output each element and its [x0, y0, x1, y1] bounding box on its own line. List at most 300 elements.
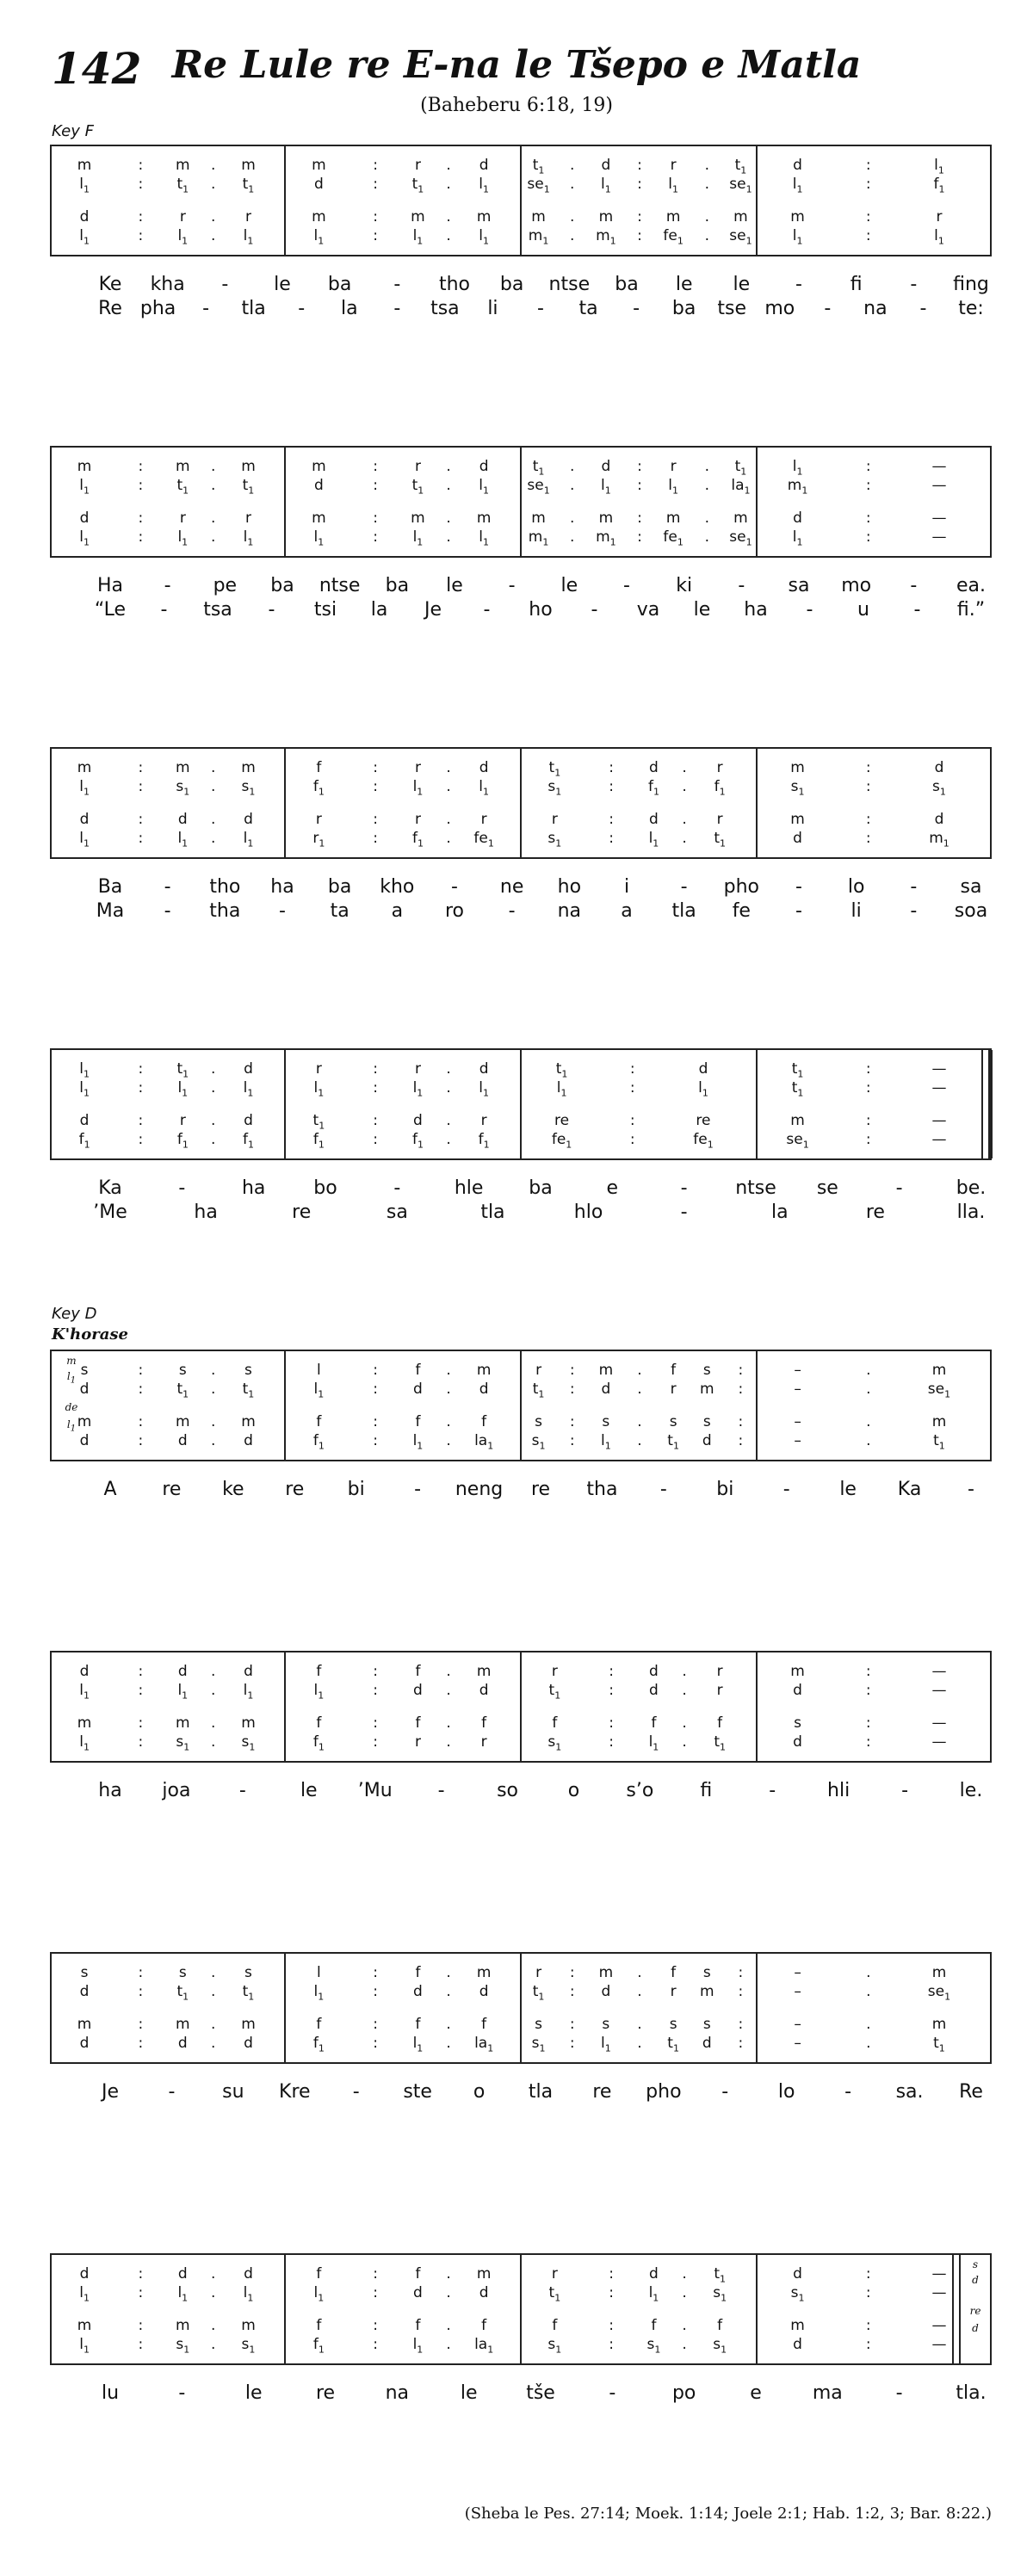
solfa-row	[52, 1131, 990, 1151]
lyric-syllable: tsa	[203, 599, 232, 621]
solfa-note: —	[931, 528, 947, 546]
solfa-note: $l_1$	[698, 1079, 708, 1099]
solfa-note: :	[865, 208, 871, 225]
solfa-row	[52, 1682, 990, 1702]
solfa-note: .	[637, 1381, 642, 1398]
lyric-hyphen: -	[268, 599, 275, 621]
solfa-note: $fe_1$	[693, 1131, 714, 1151]
solfa-note: $s_1$	[176, 2336, 190, 2356]
solfa-note: $l_1$	[479, 1079, 490, 1099]
solfa-note: f	[552, 2317, 558, 2334]
lyric-line	[50, 2081, 992, 2103]
solfa-note: :	[373, 510, 378, 527]
solfa-row	[52, 1733, 990, 1751]
solfa-note: :	[138, 2317, 144, 2334]
lyric-syllable: Je	[424, 599, 442, 621]
solfa-note: re	[554, 1112, 570, 1129]
solfa-note: :	[609, 1733, 614, 1751]
solfa-note: m	[598, 510, 614, 527]
solfa-note: :	[637, 227, 642, 244]
solfa-note: m	[241, 2317, 256, 2334]
solfa-note: .	[704, 528, 709, 546]
solfa-note: —	[931, 2284, 947, 2301]
lyric-syllable: mo	[841, 575, 872, 596]
solfa-note: r	[414, 1060, 421, 1078]
solfa-note: $l_1$	[648, 830, 659, 849]
solfa-note: $t_1$	[242, 176, 255, 195]
lyric-line	[50, 575, 992, 597]
solfa-note: r	[670, 1381, 677, 1398]
staff-system	[50, 446, 992, 558]
solfa-note: :	[138, 1362, 144, 1379]
lyric-syllable: le	[560, 575, 578, 596]
solfa-note: m	[241, 1413, 256, 1430]
lyric-syllable: ki	[676, 575, 693, 596]
solfa-note: .	[446, 1964, 451, 1981]
lyric-syllable: e	[606, 1177, 619, 1199]
lyric-syllable: Kre	[279, 2081, 311, 2103]
solfa-note: —	[931, 1682, 947, 1699]
lyric-syllable: Re	[959, 2081, 983, 2103]
solfa-note: .	[866, 2016, 871, 2033]
solfa-note: d	[177, 1663, 188, 1680]
solfa-note: :	[865, 759, 871, 776]
solfa-note: :	[373, 1381, 378, 1398]
solfa-note: .	[210, 1964, 216, 1981]
solfa-note: $l_1$	[79, 227, 90, 247]
solfa-note: r	[716, 811, 723, 828]
solfa-row	[52, 811, 990, 828]
solfa-note: :	[569, 1432, 575, 1449]
solfa-note: $s_1$	[547, 1733, 562, 1753]
solfa-note: f	[651, 1714, 657, 1732]
solfa-note: s	[244, 1362, 252, 1379]
solfa-note: d	[413, 1682, 423, 1699]
solfa-note: $f_1$	[312, 1131, 325, 1151]
solfa-note: r	[414, 1733, 421, 1751]
solfa-note: $m_1$	[528, 227, 549, 247]
scripture-reference: (Baheberu 6:18, 19)	[420, 95, 613, 116]
lyric-syllable: re	[865, 1202, 885, 1223]
solfa-note: s	[80, 1964, 89, 1981]
lyric-hyphen: -	[352, 2081, 360, 2103]
lyric-syllable: va	[636, 599, 660, 621]
lyric-syllable: re	[530, 1479, 551, 1500]
solfa-note: :	[138, 1112, 144, 1129]
solfa-note: :	[609, 1714, 614, 1732]
solfa-note: d	[244, 2035, 253, 2052]
lyric-syllable: fi	[700, 1780, 713, 1801]
solfa-note: :	[138, 830, 144, 847]
solfa-note: $la_1$	[474, 2035, 494, 2054]
solfa-note: f	[316, 2265, 322, 2283]
solfa-note: :	[569, 2016, 575, 2033]
lyric-syllable: le	[733, 274, 751, 295]
solfa-note: $se_1$	[729, 227, 752, 247]
lyric-hyphen: -	[680, 876, 688, 898]
solfa-note: .	[210, 528, 216, 546]
solfa-note: m	[77, 157, 92, 174]
solfa-note: :	[373, 811, 378, 828]
solfa-note: m	[531, 208, 546, 225]
solfa-note: $l_1$	[600, 1432, 611, 1452]
lyric-line	[50, 1479, 992, 1501]
solfa-row	[52, 510, 990, 527]
solfa-note: $t_1$	[176, 176, 189, 195]
solfa-note: .	[446, 458, 451, 475]
solfa-note: :	[865, 2265, 871, 2283]
solfa-note: s	[602, 1413, 610, 1430]
lyric-syllable: ba	[615, 274, 639, 295]
solfa-note: .	[210, 458, 216, 475]
solfa-note: $t_1$	[791, 1079, 804, 1099]
lyric-syllable: tho	[438, 274, 471, 295]
solfa-note: .	[210, 1381, 216, 1398]
solfa-note: r	[414, 157, 421, 174]
lyric-hyphen: -	[919, 298, 927, 319]
solfa-note: m	[931, 1964, 947, 1981]
solfa-note: $l_1$	[412, 1432, 424, 1452]
solfa-note: $l_1$	[479, 778, 490, 798]
solfa-note: :	[373, 1663, 378, 1680]
solfa-note: –	[794, 1983, 801, 2000]
solfa-note: :	[738, 1983, 744, 2000]
solfa-note: s	[702, 2016, 711, 2033]
solfa-note: s	[702, 1413, 711, 1430]
solfa-note: $t_1$	[667, 2035, 679, 2054]
lyric-syllable: hlo	[573, 1202, 603, 1223]
solfa-note: :	[138, 1060, 144, 1078]
solfa-note: $l_1$	[177, 1079, 189, 1099]
solfa-note: r	[244, 208, 251, 225]
solfa-note: $se_1$	[927, 1983, 951, 2003]
lyric-syllable: bi	[347, 1479, 365, 1500]
solfa-note: l	[316, 1964, 321, 1981]
lyric-hyphen: -	[680, 1202, 688, 1223]
solfa-note: .	[210, 477, 216, 494]
lyric-hyphen: -	[414, 1479, 422, 1500]
lyric-syllable: a	[391, 900, 404, 922]
lyric-syllable: tla	[480, 1202, 505, 1223]
solfa-note: .	[866, 2035, 871, 2052]
lyric-syllable: li	[851, 900, 862, 922]
lyric-syllable: le	[460, 2382, 478, 2404]
solfa-note: :	[609, 830, 614, 847]
solfa-note: :	[138, 2016, 144, 2033]
solfa-note: s	[702, 1964, 711, 1981]
lyric-hyphen: -	[895, 2382, 903, 2404]
lyric-syllable: Ke	[98, 274, 122, 295]
solfa-row	[52, 458, 990, 478]
lyric-syllable: na	[385, 2382, 410, 2404]
solfa-row	[52, 1983, 990, 2003]
solfa-note: :	[138, 528, 144, 546]
solfa-note: m	[790, 1112, 805, 1129]
lyric-syllable: sa	[960, 876, 982, 898]
solfa-note: r	[480, 1733, 487, 1751]
solfa-note: r	[551, 2265, 558, 2283]
lyric-syllable: te:	[958, 298, 984, 319]
solfa-note: $f_1$	[176, 1131, 189, 1151]
solfa-note: d	[79, 2035, 90, 2052]
solfa-note: d	[601, 458, 611, 475]
lyric-syllable: e	[750, 2382, 762, 2404]
solfa-note: .	[210, 227, 216, 244]
solfa-note: :	[138, 811, 144, 828]
solfa-note: d	[479, 1060, 489, 1078]
solfa-note: $l_1$	[243, 1079, 254, 1099]
solfa-note: :	[138, 2265, 144, 2283]
solfa-note: $t_1$	[734, 458, 747, 478]
solfa-note: :	[373, 2265, 378, 2283]
solfa-note: d	[793, 1733, 802, 1751]
lyric-hyphen: -	[806, 599, 813, 621]
solfa-note: :	[373, 477, 378, 494]
lyric-syllable: Ma	[96, 900, 125, 922]
solfa-note: :	[373, 208, 378, 225]
solfa-note: d	[793, 510, 802, 527]
lyric-line	[50, 1780, 992, 1802]
solfa-note: .	[704, 157, 709, 174]
solfa-note: .	[446, 176, 451, 193]
solfa-note: –	[794, 1381, 801, 1398]
solfa-note: $t_1$	[548, 2284, 561, 2304]
solfa-note: f	[481, 2016, 487, 2033]
solfa-note: $s_1$	[713, 2336, 727, 2356]
lyric-syllable: re	[315, 2382, 336, 2404]
solfa-note: $l_1$	[600, 477, 611, 497]
solfa-note: $t_1$	[176, 1983, 189, 2003]
solfa-note: .	[570, 176, 575, 193]
lyric-line	[50, 599, 992, 621]
lyric-syllable: tla.	[956, 2382, 987, 2404]
solfa-note: $l_1$	[648, 1733, 659, 1753]
lyric-line	[50, 1202, 992, 1224]
hymn-number: 142	[52, 43, 142, 94]
solfa-note: $l_1$	[792, 176, 803, 195]
solfa-note: r	[535, 1964, 542, 1981]
solfa-note: m	[476, 1663, 492, 1680]
lyric-syllable: ha	[241, 1177, 266, 1199]
solfa-note: :	[569, 1964, 575, 1981]
lyric-hyphen: -	[623, 575, 630, 596]
lyric-hyphen: -	[393, 298, 401, 319]
lyric-syllable: Ka	[897, 1479, 922, 1500]
lyric-syllable: na	[863, 298, 888, 319]
solfa-note: $t_1$	[242, 1381, 255, 1400]
solfa-note: .	[210, 157, 216, 174]
solfa-note: m	[176, 2317, 190, 2334]
lyric-hyphen: -	[279, 900, 286, 922]
solfa-note: :	[865, 510, 871, 527]
lyric-syllable: lu	[101, 2382, 120, 2404]
solfa-note: $l_1$	[479, 176, 490, 195]
solfa-note: $l_1$	[600, 176, 611, 195]
solfa-note: $se_1$	[729, 176, 752, 195]
solfa-note: —	[931, 1060, 947, 1078]
lyric-syllable: fing	[953, 274, 989, 295]
solfa-note: :	[865, 1112, 871, 1129]
solfa-note: $t_1$	[667, 1432, 679, 1452]
solfa-note: r	[179, 208, 186, 225]
solfa-note: .	[704, 510, 709, 527]
solfa-note: .	[446, 208, 451, 225]
solfa-note: .	[570, 510, 575, 527]
solfa-note: $l_1$	[792, 458, 803, 478]
solfa-note: $s_1$	[176, 778, 190, 798]
key-label-f: Key F	[52, 122, 94, 140]
lyric-hyphen: -	[795, 876, 802, 898]
solfa-note: .	[446, 1413, 451, 1430]
solfa-note: :	[373, 1131, 378, 1148]
solfa-note: d	[649, 811, 659, 828]
solfa-note: f	[415, 1663, 421, 1680]
lyric-syllable: i	[623, 876, 630, 898]
solfa-note: .	[446, 1714, 451, 1732]
solfa-note: :	[738, 1413, 744, 1430]
solfa-note: $l_1$	[479, 528, 490, 548]
solfa-note: :	[373, 2284, 378, 2301]
solfa-note: m	[312, 458, 326, 475]
lyric-syllable: le	[300, 1780, 318, 1801]
solfa-note: :	[609, 2265, 614, 2283]
solfa-note: $l_1$	[79, 2336, 90, 2356]
solfa-note: .	[682, 1714, 687, 1732]
solfa-note: $f_1$	[78, 1131, 90, 1151]
solfa-note: d	[601, 1983, 611, 2000]
solfa-note: $l_1$	[668, 176, 678, 195]
lyric-hyphen: -	[238, 1780, 246, 1801]
lyric-hyphen: -	[393, 1177, 401, 1199]
solfa-note: m	[411, 208, 425, 225]
voice-part-marker: $l_1$	[66, 1370, 77, 1386]
solfa-note: $f_1$	[478, 1131, 490, 1151]
solfa-note: :	[738, 1432, 744, 1449]
solfa-note: .	[866, 1964, 871, 1981]
solfa-note: $l_1$	[412, 528, 424, 548]
solfa-note: d	[413, 1983, 423, 2000]
solfa-note: $l_1$	[79, 830, 90, 849]
solfa-note: s	[244, 1964, 252, 1981]
solfa-note: f	[671, 1964, 677, 1981]
solfa-note: –	[794, 2016, 801, 2033]
solfa-note: m	[176, 759, 190, 776]
solfa-note: .	[446, 830, 451, 847]
lyric-syllable: A	[103, 1479, 117, 1500]
solfa-note: :	[373, 759, 378, 776]
lyric-hyphen: -	[537, 298, 544, 319]
lyric-syllable: kha	[150, 274, 185, 295]
solfa-note: :	[865, 2284, 871, 2301]
lyric-hyphen: -	[168, 2081, 176, 2103]
solfa-note: $s_1$	[547, 2336, 562, 2356]
lyric-syllable: tsi	[313, 599, 337, 621]
solfa-note: $f_1$	[312, 2035, 325, 2054]
solfa-note: :	[609, 1663, 614, 1680]
solfa-note: d	[649, 2265, 659, 2283]
solfa-note: $t_1$	[242, 477, 255, 497]
lyric-syllable: “Le	[94, 599, 127, 621]
lyric-hyphen: -	[221, 274, 229, 295]
solfa-row	[52, 1060, 990, 1078]
voice-part-marker: d	[972, 2322, 979, 2334]
solfa-note: $r_1$	[312, 830, 325, 849]
voice-part-marker: m	[66, 1355, 77, 1367]
solfa-note: f	[415, 2265, 421, 2283]
lyric-syllable: o	[567, 1780, 580, 1801]
solfa-row	[52, 2317, 990, 2334]
solfa-note: f	[415, 1964, 421, 1981]
solfa-note: f	[316, 1413, 322, 1430]
solfa-note: :	[373, 2016, 378, 2033]
solfa-note: $l_1$	[243, 227, 254, 247]
lyric-syllable: ntse	[548, 274, 591, 295]
solfa-note: $l_1$	[479, 227, 490, 247]
solfa-note: $l_1$	[792, 227, 803, 247]
lyric-syllable: ste	[403, 2081, 432, 2103]
lyric-hyphen: -	[164, 876, 171, 898]
solfa-note: $f_1$	[312, 778, 325, 798]
solfa-note: m	[176, 458, 190, 475]
solfa-note: —	[931, 458, 947, 475]
solfa-note: :	[373, 227, 378, 244]
solfa-note: $se_1$	[786, 1131, 809, 1151]
lyric-syllable: ntse	[735, 1177, 776, 1199]
solfa-note: .	[210, 1714, 216, 1732]
solfa-note: $t_1$	[548, 1682, 561, 1702]
lyric-syllable: fi.”	[956, 599, 986, 621]
solfa-note: :	[629, 1079, 635, 1096]
solfa-note: .	[866, 1381, 871, 1398]
solfa-note: —	[931, 510, 947, 527]
solfa-note: :	[138, 477, 144, 494]
solfa-note: $t_1$	[714, 830, 726, 849]
solfa-note: .	[570, 458, 575, 475]
solfa-note: m	[176, 1714, 190, 1732]
lyric-hyphen: -	[721, 2081, 729, 2103]
solfa-note: .	[682, 2336, 687, 2353]
solfa-note: d	[479, 1381, 489, 1398]
solfa-note: .	[446, 2016, 451, 2033]
solfa-note: .	[682, 778, 687, 795]
solfa-note: :	[373, 1060, 378, 1078]
lyric-hyphen: -	[483, 599, 491, 621]
solfa-note: $se_1$	[527, 477, 550, 497]
solfa-note: m	[241, 458, 256, 475]
lyric-syllable: so	[497, 1780, 518, 1801]
solfa-note: :	[138, 510, 144, 527]
solfa-note: m	[790, 811, 805, 828]
solfa-note: d	[79, 1983, 90, 2000]
lyric-syllable: le.	[959, 1780, 983, 1801]
solfa-note: d	[177, 1432, 188, 1449]
solfa-note: .	[682, 759, 687, 776]
solfa-note: .	[446, 759, 451, 776]
solfa-note: d	[413, 1112, 423, 1129]
solfa-note: $m_1$	[787, 477, 808, 497]
solfa-note: :	[138, 157, 144, 174]
solfa-note: d	[244, 1060, 253, 1078]
solfa-note: .	[682, 830, 687, 847]
solfa-note: .	[570, 227, 575, 244]
lyric-syllable: ha	[744, 599, 768, 621]
solfa-note: m	[931, 1413, 947, 1430]
voice-part-marker: d	[972, 2274, 979, 2286]
solfa-note: $f_1$	[312, 1733, 325, 1753]
lyric-syllable: ne	[499, 876, 524, 898]
solfa-note: m	[790, 1663, 805, 1680]
solfa-note: :	[373, 1413, 378, 1430]
